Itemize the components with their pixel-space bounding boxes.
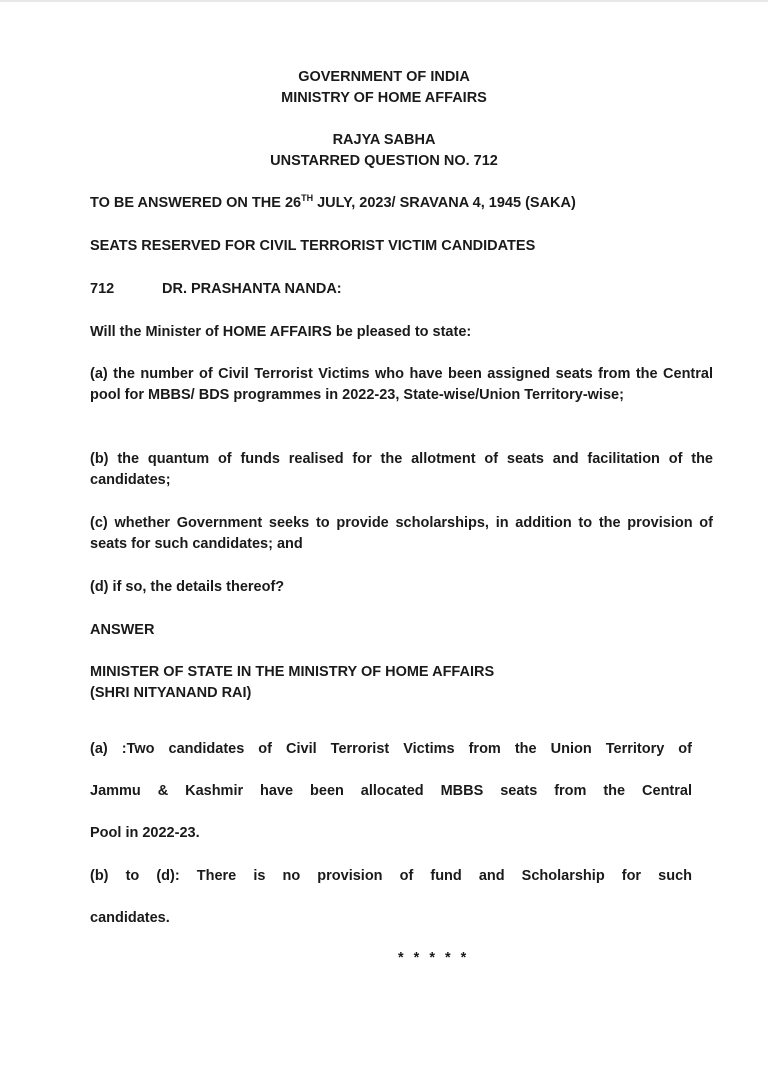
ministry-heading: MINISTRY OF HOME AFFAIRS (281, 90, 487, 106)
answer-date-line (90, 193, 576, 214)
question-part-b: (b) the quantum of funds realised for the allotment of seats and facilitation of the candidates; (90, 451, 713, 488)
answer-a-line-1: (a) :Two candidates of Civil Terrorist Victims from the Union Territory of (90, 741, 692, 757)
question-part-a: (a) the number of Civil Terrorist Victims who have been assigned seats from the Central pool for MBBS/ BDS programmes in 2022-23, State-wise/Union Territory-wise; (90, 366, 713, 403)
member-name: DR. PRASHANTA NANDA: (162, 281, 342, 297)
question-part-d: (d) if so, the details thereof? (90, 579, 285, 595)
answer-date-prefix: TO BE ANSWERED ON THE 26 (90, 195, 302, 211)
question-number-heading: UNSTARRED QUESTION NO. 712 (270, 153, 498, 169)
answer-date-suffix: JULY, 2023/ SRAVANA 4, 1945 (SAKA) (313, 195, 576, 211)
answer-date-superscript: TH (301, 193, 314, 203)
answer-a-line-2: Jammu & Kashmir have been allocated MBBS seats from the Central (90, 783, 692, 799)
answer-heading: ANSWER (90, 622, 155, 638)
question-intro: Will the Minister of HOME AFFAIRS be pleased to state: (90, 324, 472, 340)
house-heading: RAJYA SABHA (332, 132, 436, 148)
subject-line: SEATS RESERVED FOR CIVIL TERRORIST VICTIM CANDIDATES (90, 238, 536, 254)
question-part-c: (c) whether Government seeks to provide scholarships, in addition to the provision of seats for such candidates; and (90, 515, 713, 552)
government-heading: GOVERNMENT OF INDIA (298, 69, 470, 85)
answer-bd-line-1: (b) to (d): There is no provision of fund and Scholarship for such (90, 868, 692, 884)
end-marker-stars: * * * * * (398, 950, 470, 966)
answer-bd-line-2: candidates. (90, 910, 170, 926)
end-marker (398, 948, 469, 969)
answer-a-line-3: Pool in 2022-23. (90, 825, 200, 841)
question-number: 712 (90, 281, 115, 297)
minister-name: (SHRI NITYANAND RAI) (90, 685, 252, 701)
question-member-line (90, 279, 342, 300)
minister-designation: MINISTER OF STATE IN THE MINISTRY OF HOME AFFAIRS (90, 664, 495, 680)
